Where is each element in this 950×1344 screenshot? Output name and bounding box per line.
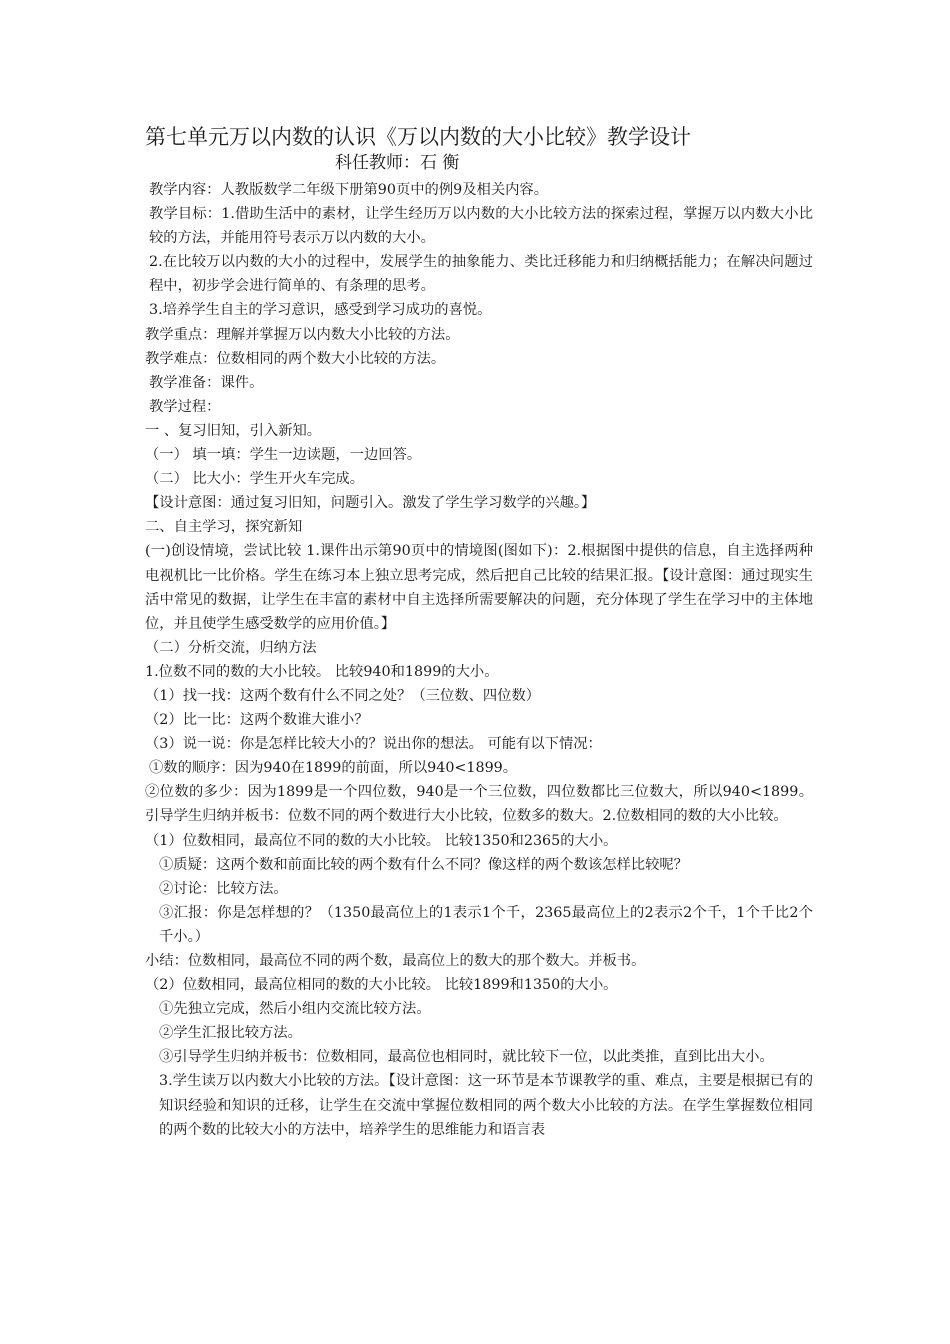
paragraph-digit-count: ②位数的多少：因为1899是一个四位数，940是一个三位数，四位数都比三位数大，所以940<1899。引导学生归纳并板书：位数不同的两个数进行大小比较，位数多的数大。2.位数相同的数的大小比较。 <box>145 784 813 825</box>
list-item: 1.位数不同的数的大小比较。 比较940和1899的大小。 <box>145 663 499 680</box>
paragraph-objective-1: 教学目标：1.借助生活中的素材，让学生经历万以内数的大小比较方法的探索过程，掌握万以内数大小比较的方法，并能用符号表示万以内数的大小。 <box>149 206 813 247</box>
list-item: （2）比一比：这两个数谁大谁小？ <box>145 712 369 729</box>
list-item: （1）位数相同，最高位不同的数的大小比较。 比较1350和2365的大小。 <box>145 832 618 849</box>
list-item: ②学生汇报比较方法。 <box>159 1025 302 1042</box>
paragraph-objective-3: 3.培养学生自主的学习意识，感受到学习成功的喜悦。 <box>149 302 492 319</box>
paragraph-process: 教学过程： <box>149 398 221 415</box>
teacher-name: 科任教师：石 衡 <box>335 153 460 173</box>
list-item: （一） 填一填：学生一边读题，一边回答。 <box>145 447 422 464</box>
list-item: ③引导学生归纳并板书：位数相同，最高位也相同时，就比较下一位，以此类推，直到比出大小。 <box>159 1049 774 1066</box>
summary: 小结：位数相同，最高位不同的两个数，最高位上的数大的那个数大。并板书。 <box>145 953 646 969</box>
paragraph-scenario: (一)创设情境，尝试比较 1.课件出示第90页中的情境图(图如下)：2.根据图中提供的信息，自主选择两种电视机比一比价格。学生在练习本上独立思考完成，然后把自己比较的结果汇报。【设计意图：通过现实生活中常见的数据，让学生在丰富的素材中自主选择所需要解决的问题，充分体现了学生在学习中的主体地位，并且使学生感受数学的应用价值。】 <box>145 543 813 632</box>
section-heading-2: 二、自主学习，探究新知 <box>145 519 303 536</box>
list-item: ①数的顺序：因为940在1899的前面，所以940<1899。 <box>149 760 518 777</box>
paragraph-content: 教学内容：人教版数学二年级下册第90页中的例9及相关内容。 <box>149 182 549 198</box>
paragraph-key-point: 教学重点：理解并掌握万以内数大小比较的方法。 <box>145 326 460 343</box>
paragraph-method-reading: 3.学生读万以内数大小比较的方法。【设计意图：这一环节是本节课教学的重、难点，主要是根据已有的知识经验和知识的迁移，让学生在交流中掌握位数相同的两个数大小比较的方法。在学生掌握数位相同的两个数的比较大小的方法中，培养学生的思维能力和语言表 <box>159 1073 813 1138</box>
list-item: ①先独立完成，然后小组内交流比较方法。 <box>159 1001 431 1018</box>
paragraph-difficulty: 教学难点：位数相同的两个数大小比较的方法。 <box>145 350 446 367</box>
paragraph-objective-2: 2.在比较万以内数的大小的过程中，发展学生的抽象能力、类比迁移能力和归纳概括能力；在解决问题过程中，初步学会进行简单的、有条理的思考。 <box>149 254 813 295</box>
list-item: ②讨论：比较方法。 <box>159 880 288 897</box>
section-heading-1: 一 、复习旧知，引入新知。 <box>145 422 322 439</box>
list-item: （2）位数相同，最高位相同的数的大小比较。 比较1899和1350的大小。 <box>145 977 618 994</box>
list-item: （1）找一找：这两个数有什么不同之处？（三位数、四位数） <box>145 687 541 704</box>
list-item: ③汇报：你是怎样想的？（1350最高位上的1表示1个千，2365最高位上的2表示2个千，1个千比2个千小。） <box>159 904 813 945</box>
list-item: （二） 比大小：学生开火车完成。 <box>145 471 364 488</box>
subsection-heading: （二）分析交流，归纳方法 <box>145 639 317 656</box>
document-page <box>145 122 813 1142</box>
document-title: 第七单元万以内数的认识《万以内数的大小比较》教学设计 <box>145 125 691 149</box>
paragraph-preparation: 教学准备：课件。 <box>149 374 264 391</box>
list-item: （3）说一说：你是怎样比较大小的？说出你的想法。 可能有以下情况： <box>145 736 602 753</box>
list-item: ①质疑：这两个数和前面比较的两个数有什么不同？像这样的两个数该怎样比较呢？ <box>159 856 688 873</box>
design-intent-note: 【设计意图：通过复习旧知，问题引入。激发了学生学习数学的兴趣。】 <box>145 495 596 512</box>
